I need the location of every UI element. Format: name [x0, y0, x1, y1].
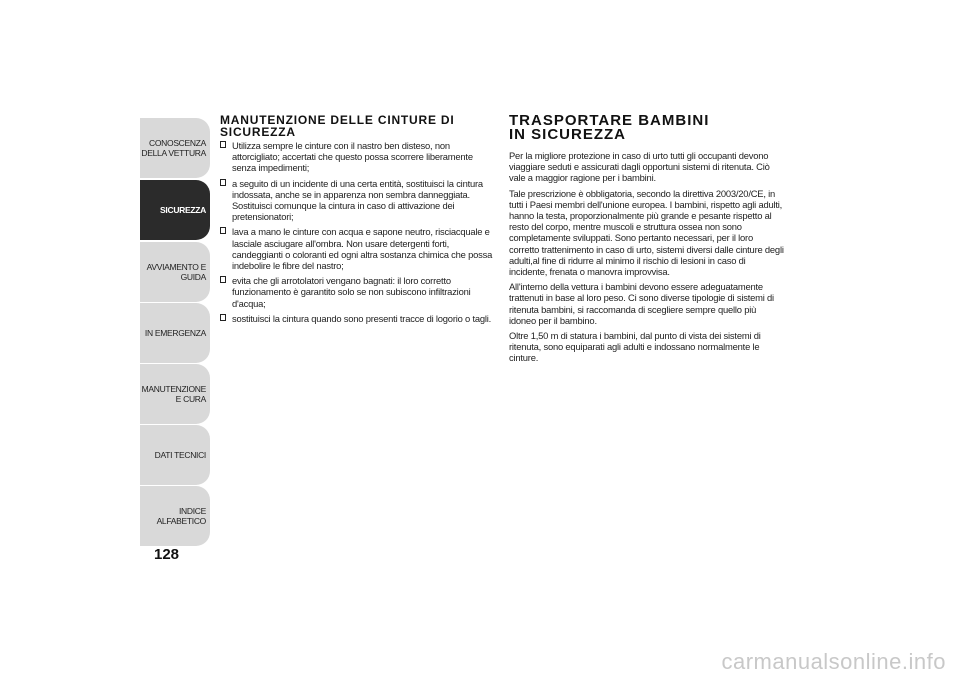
- section-title-trasportare-bambini: TRASPORTARE BAMBINI IN SICUREZZA: [509, 112, 710, 143]
- paragraph: All'interno della vettura i bambini devono essere adeguatamente trattenuti in base al loro peso. Ci sono diverse tipologie di sistemi di ritenuta bambini, si raccomanda di sceglierе sempre quello più idoneo per il bambino.: [509, 281, 774, 326]
- checkbox-bullet-icon: [220, 314, 226, 321]
- section-body: [509, 150, 784, 364]
- list-item: sostituisci la cintura quando sono presenti tracce di logorio o tagli.: [220, 313, 495, 324]
- tab-indice-alfabetico[interactable]: INDICE ALFABETICO: [140, 486, 210, 546]
- tab-dati-tecnici[interactable]: DATI TECNICI: [140, 425, 210, 485]
- list-item: evita che gli arrotolatori vengano bagnati: il loro corretto funzionamento è garantito solo se non subiscono infiltrazioni d'acqua;: [220, 275, 495, 309]
- left-column: [220, 114, 495, 328]
- checkbox-bullet-icon: [220, 141, 226, 148]
- list-item: a seguito di un incidente di una certa entità, sostituisci la cintura indossata, anche se in apparenza non sembra danneggiata. Sostituisci comunque la cintura in caso di attivazione dei pretensionatori;: [220, 178, 495, 223]
- tab-sicurezza[interactable]: SICUREZZA: [140, 180, 210, 240]
- section-title-manutenzione: MANUTENZIONE DELLE CINTURE DI SICUREZZA: [220, 113, 455, 139]
- tab-manutenzione-e-cura[interactable]: MANUTENZIONE E CURA: [140, 364, 210, 424]
- list-item: lava a mano le cinture con acqua e sapone neutro, risciacquale e lasciale asciugare all'ombra. Non usare detergenti forti, candeggianti o coloranti ed ogni altra sostanza chimica che possa indebolire le fibre del nastro;: [220, 226, 495, 271]
- tab-avviamento-e-guida[interactable]: AVVIAMENTO E GUIDA: [140, 242, 210, 302]
- tab-conoscenza-della-vettura[interactable]: CONOSCENZA DELLA VETTURA: [140, 118, 210, 178]
- watermark: carmanualsonline.info: [721, 649, 946, 674]
- checkbox-bullet-icon: [220, 276, 226, 283]
- tab-in-emergenza[interactable]: IN EMERGENZA: [140, 303, 210, 363]
- paragraph: Tale prescrizione è obbligatoria, secondo la direttiva 2003/20/CE, in tutti i Paesi membri dell'unione europea. I bambini, rispetto agli adulti, hanno la testa, proporzionalmente più grande e pesante rispetto al resto del corpo, mentre muscoli e struttura ossea non sono completamente sviluppati. Sono pertanto necessari, per il loro corretto trattenimento in caso di urto, sistemi diversi dalle cinture degli adulti,al fine di ridurre al minimo il rischio di lesioni in caso di incidente, frenata o manovra improvvisa.: [509, 187, 784, 278]
- list-item: Utilizza sempre le cinture con il nastro ben disteso, non attorcigliato; accertati che questo possa scorrere liberamente senza impedimenti;: [220, 140, 495, 174]
- right-column: [509, 114, 784, 368]
- page-number: 128: [154, 546, 180, 563]
- bullet-list: [220, 140, 495, 324]
- paragraph: Per la migliore protezione in caso di urto tutti gli occupanti devono viaggiare seduti e assicurati dagli opportuni sistemi di ritenuta. Ciò vale a maggior ragione per i bambini.: [509, 150, 770, 184]
- checkbox-bullet-icon: [220, 227, 226, 234]
- paragraph: Oltre 1,50 m di statura i bambini, dal punto di vista dei sistemi di ritenuta, sono equiparati agli adulti e indossano normalmente le cinture.: [509, 330, 761, 364]
- checkbox-bullet-icon: [220, 179, 226, 186]
